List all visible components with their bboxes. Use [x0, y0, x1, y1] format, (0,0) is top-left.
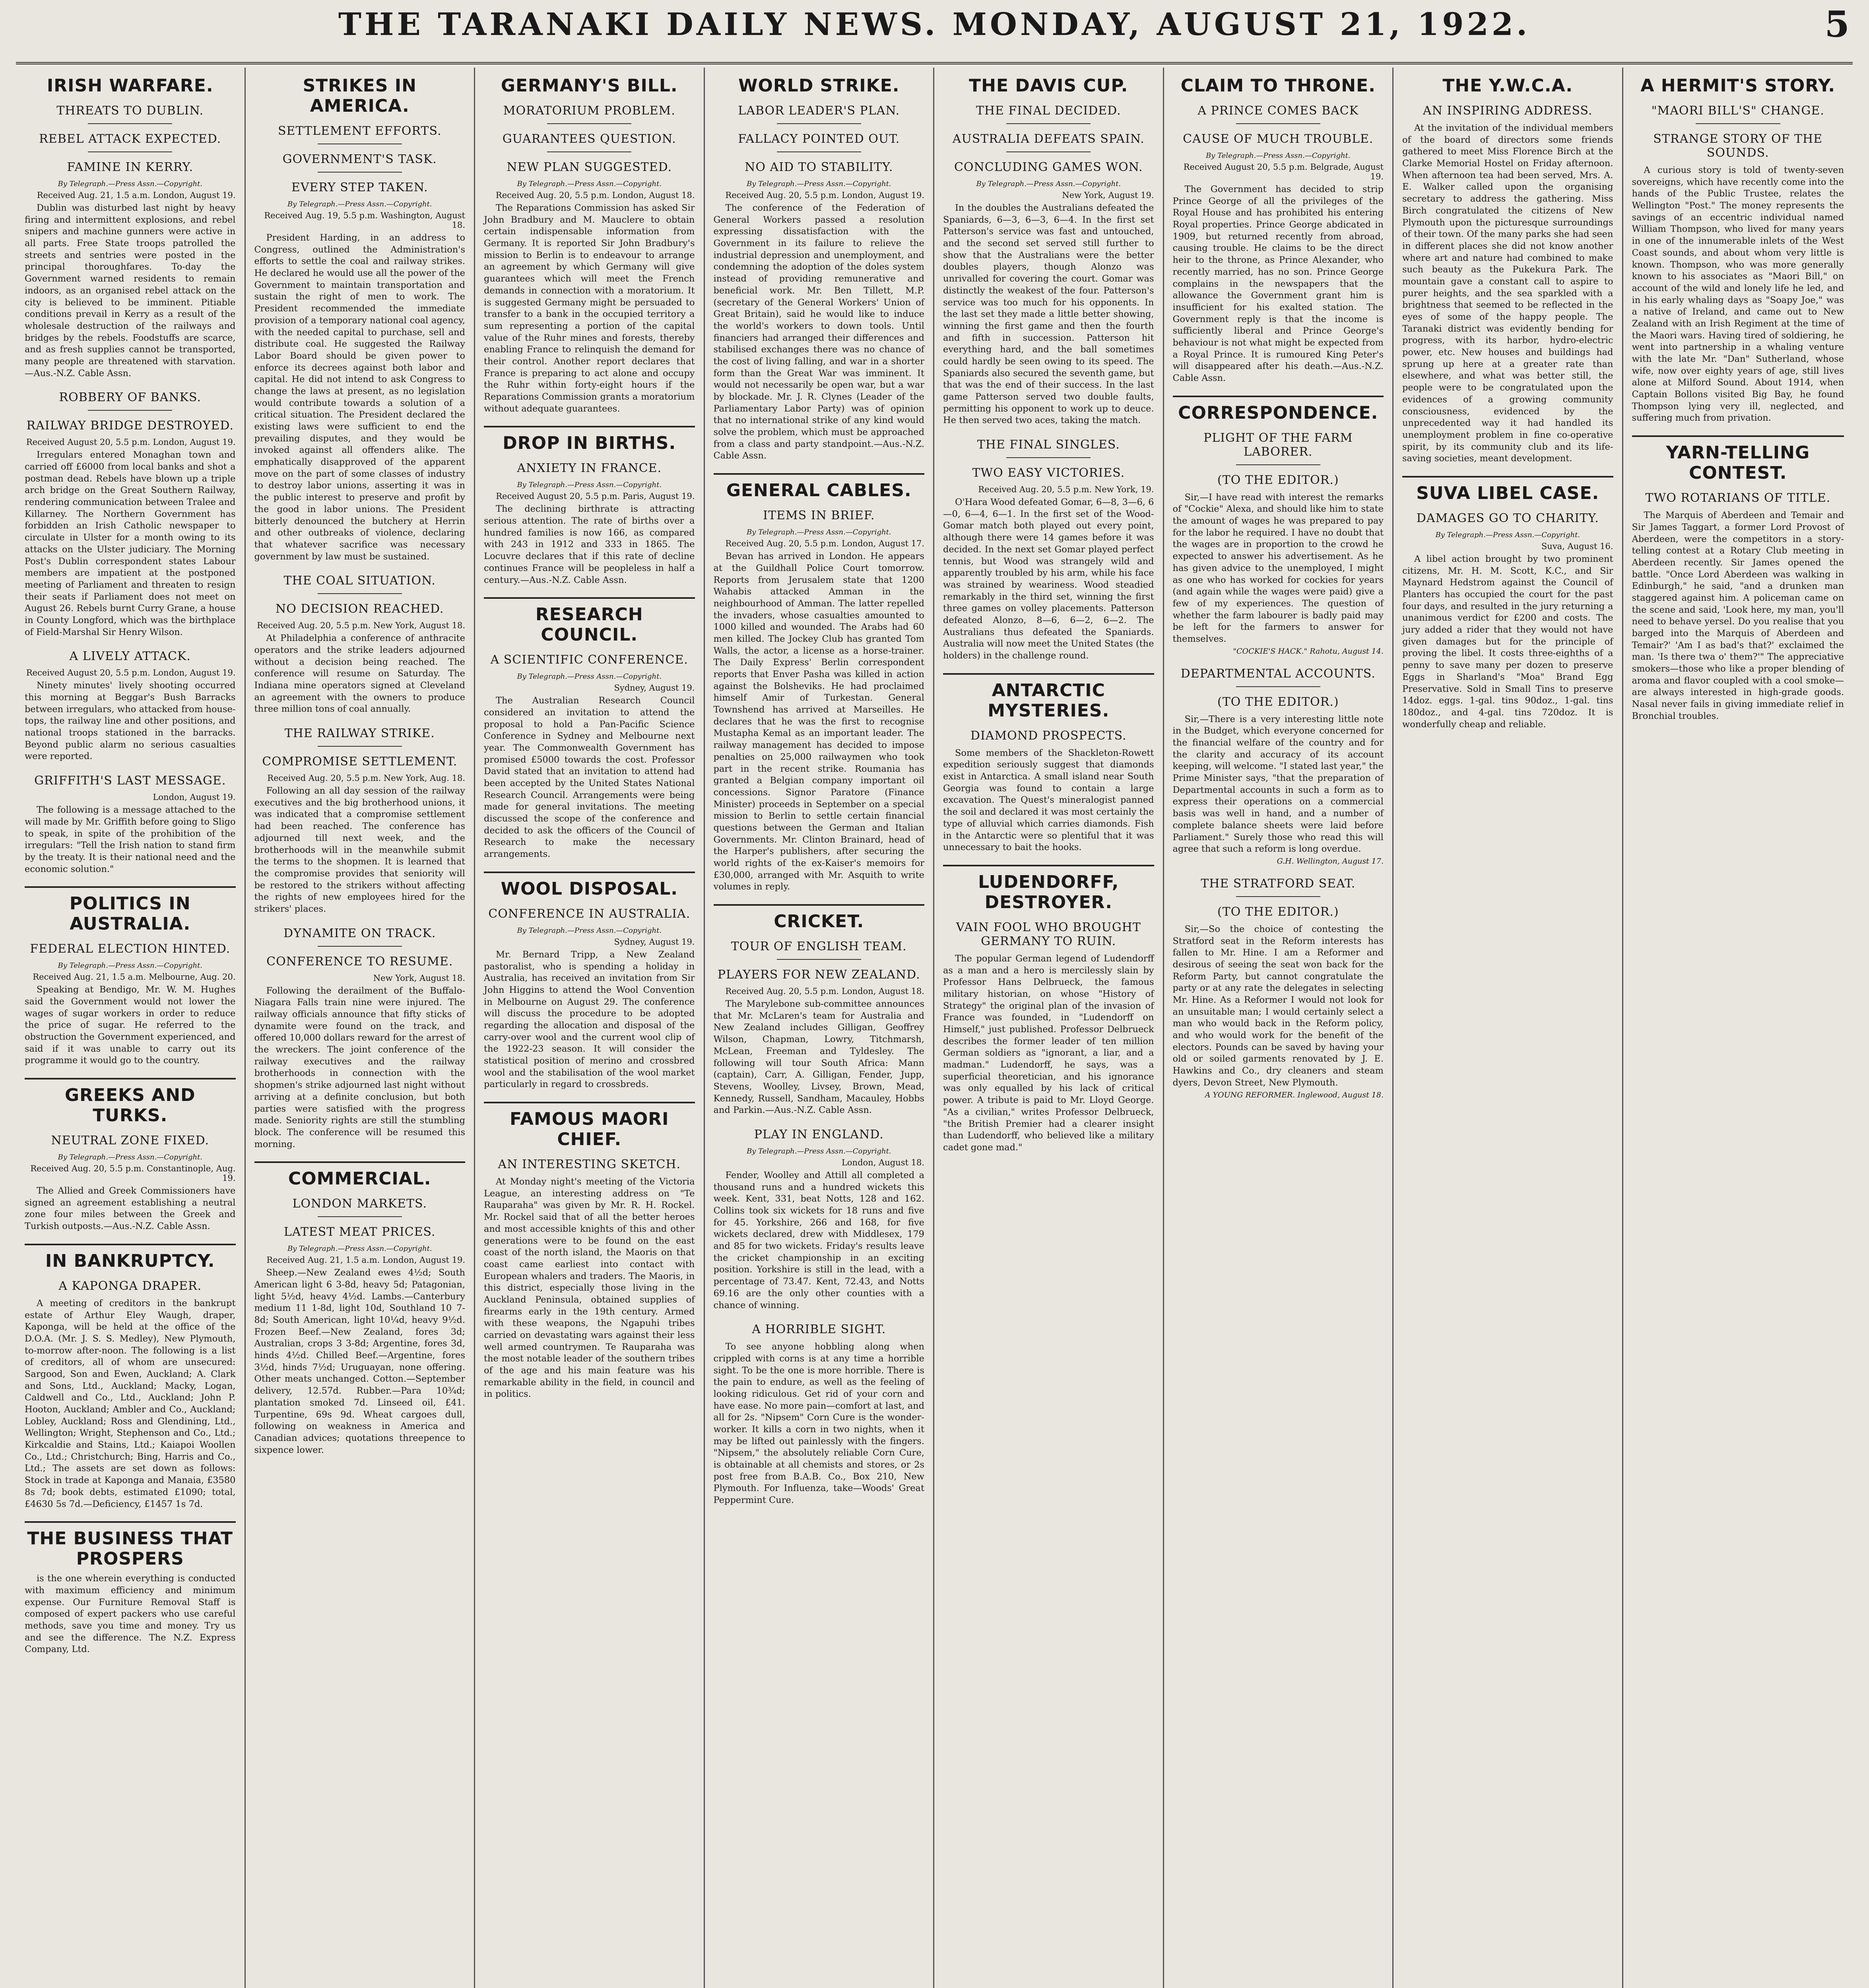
column-4 — [705, 68, 935, 1988]
divider — [318, 593, 402, 594]
dateline: Received August 20, 5.5 p.m. Paris, August 19. — [496, 491, 695, 501]
article — [25, 1244, 236, 1510]
article — [25, 886, 236, 1067]
divider — [777, 959, 861, 960]
article-headline: GERMANY'S BILL. — [501, 76, 678, 96]
article — [484, 426, 695, 586]
article-subheading: CONFERENCE TO RESUME. — [266, 954, 453, 969]
dateline: Sydney, August 19. — [614, 937, 695, 947]
article-body: Some members of the Shackleton-Rowett expedition seriously suggest that diamonds exist in Antarctica. A small island near South Georgia was found to contain a large excavation. The Quest's mineralogist panned the soil and declared it was most certainly the type of alluvial which carries diamonds. Fish in the Antarctic were so plentiful that it was unnecessary to bait the hooks. — [943, 747, 1154, 853]
article-subheading: FAMINE IN KERRY. — [67, 160, 194, 174]
article-body: Sir,—I have read with interest the remarks of "Cockie" Alexa, and should like him to state the amount of wages he was prepared to pay for the labor he required. I have no doubt that the wages are in proportion to the crowd he expected to answer his advertisement. As he has given advice to the unemployed, I might as one who has worked for cockies for years (and again while the wages were paid) give a few of my experiences. The question of whether the farm labourer is badly paid may be left for the farmers to answer for themselves. — [1172, 492, 1384, 644]
article-subheading: CAUSE OF MUCH TROUBLE. — [1183, 132, 1374, 146]
article-headline: RESEARCH COUNCIL. — [484, 597, 695, 645]
divider — [88, 151, 172, 152]
article-subheading: NEUTRAL ZONE FIXED. — [51, 1134, 210, 1148]
article-subheading: TOUR OF ENGLISH TEAM. — [731, 940, 907, 954]
article-headline: CRICKET. — [714, 904, 925, 932]
divider — [547, 123, 631, 124]
article — [484, 74, 695, 415]
masthead-title: THE TARANAKI DAILY NEWS. MONDAY, AUGUST 21, 1922. — [338, 6, 1531, 43]
article-subheading: AN INSPIRING ADDRESS. — [1423, 104, 1593, 118]
article-headline: GENERAL CABLES. — [714, 473, 925, 501]
dateline: Received Aug. 20, 5.5 p.m. London, August 17. — [725, 539, 924, 549]
article-subheading: FEDERAL ELECTION HINTED. — [30, 942, 231, 956]
divider — [318, 946, 402, 947]
article-subheading: DEPARTMENTAL ACCOUNTS. — [1180, 666, 1376, 681]
article — [943, 438, 1154, 662]
article-body: Sir,—There is a very interesting little note in the Budget, which everyone concerned for the financial welfare of the country and for the clarity and accuracy of its account keeping, will welcome. "I stated last year," the Prime Minister says, "that the preparation of Departmental accounts in such a form as to express their operations on a commercial basis was well in hand, and a number of complete balance sheets were laid before Parliament." Surely those who read this will agree that such a reform is long overdue. — [1172, 714, 1384, 854]
dateline: Received Aug. 20, 5.5 p.m. London, August 19. — [725, 190, 924, 200]
article-body: Bevan has arrived in London. He appears at the Guildhall Police Court tomorrow. Reports from Jerusalem state that 1200 Wahabis attacked Amman in the neighbourhood of Amman. The latter repelled the invaders, whose casualties amounted to 1000 killed and wounded. The Arabs had 60 men killed. The Jockey Club has granted Tom Walls, the actor, a license as a horse-trainer. The Daily Express' Berlin correspondent reports that Enver Pasha was killed in action against the Bolsheviks. He had proclaimed himself Amir of Turkestan. General Townshend has arrived at Marseilles. He declares that he was the first to recognise Mustapha Kemal as an important leader. The railway management has decided to impose penalties on 25,000 railwaymen who took part in the recent strike. Roumania has granted a Belgian company important oil concessions. Signor Paratore (Finance Minister) proceeds in September on a special mission to Berlin to settle certain financial questions between the German and Italian Governments. Mr. Clinton Brainard, head of the Harper's publishers, after securing the world rights of the ex-Kaiser's memoirs for £30,000, arranged with Mr. Asquith to write volumes in reply. — [713, 551, 924, 892]
article — [25, 1078, 236, 1233]
press-credit: By Telegraph.—Press Assn.—Copyright. — [746, 180, 891, 188]
signature: G.H. Wellington, August 17. — [1277, 856, 1384, 866]
article-headline: FAMOUS MAORI CHIEF. — [484, 1102, 695, 1149]
article-subheading: CONCLUDING GAMES WON. — [954, 160, 1143, 174]
divider — [318, 1216, 402, 1217]
article — [25, 390, 236, 638]
dateline: London, August 19. — [153, 792, 236, 802]
dateline: Received August 20, 5.5 p.m. Belgrade, August 19. — [1183, 162, 1384, 181]
column-1 — [16, 68, 246, 1988]
article — [1173, 74, 1384, 384]
page-number: 5 — [1824, 3, 1850, 45]
dateline: Received Aug. 21, 1.5 a.m. London, August 19. — [37, 190, 236, 200]
article-subheading: EVERY STEP TAKEN. — [291, 181, 428, 194]
article-headline: DROP IN BIRTHS. — [484, 426, 695, 453]
article-body: In the doubles the Australians defeated the Spaniards, 6—3, 6—3, 6—4. In the first set Patterson's service was fast and untouched, and the second set served still further to show that the Australians were the better doubles players, though Alonzo was unrivalled for covering the court. Gomar was distinctly the weakest of the four. Patterson's service was too much for his opponents. In the last set they made a little better showing, winning the first game and then the fourth and fifth in succession. Patterson hit everything hard, and the ball sometimes could hardly be seen owing to its speed. The Spaniards also secured the seventh game, but that was the end of their success. In the last game Patterson served two double faults, permitting his opponent to work up to deuce. He then served two aces, taking the match. — [943, 203, 1154, 426]
article-subheading: TWO ROTARIANS OF TITLE. — [1645, 491, 1831, 505]
press-credit: By Telegraph.—Press Assn.—Copyright. — [517, 672, 662, 681]
article-subheading: THE COAL SITUATION. — [283, 574, 436, 588]
article — [25, 649, 236, 763]
dateline: Received August 20, 5.5 p.m. London, August 19. — [26, 668, 236, 678]
article — [484, 1102, 695, 1400]
article-headline: LUDENDORFF, DESTROYER. — [943, 865, 1154, 912]
article — [943, 74, 1154, 427]
article-subheading: LABOR LEADER'S PLAN. — [738, 104, 900, 118]
article-subheading: DIAMOND PROSPECTS. — [970, 728, 1127, 743]
column-6 — [1164, 68, 1394, 1988]
divider — [1006, 457, 1091, 458]
divider — [777, 123, 861, 124]
article — [1402, 74, 1613, 465]
press-credit: By Telegraph.—Press Assn.—Copyright. — [58, 180, 203, 188]
article-subheading: NO AID TO STABILITY. — [745, 160, 893, 174]
article-subheading: (TO THE EDITOR.) — [1217, 473, 1339, 487]
divider — [1236, 464, 1320, 465]
article-body: The Allied and Greek Commissioners have signed an agreement establishing a neutral zone four miles between the Greek and Turkish outposts.—Aus.-N.Z. Cable Assn. — [25, 1186, 236, 1232]
dateline: Received August 20, 5.5 p.m. London, August 19. — [26, 437, 236, 447]
divider — [318, 172, 402, 173]
divider — [88, 410, 172, 411]
article — [254, 74, 466, 563]
article-subheading: ROBBERY OF BANKS. — [59, 390, 202, 405]
article — [714, 1322, 925, 1507]
signature: A YOUNG REFORMER. Inglewood, August 18. — [1205, 1090, 1384, 1099]
article-subheading: NO DECISION REACHED. — [275, 602, 444, 616]
article-headline: STRIKES IN AMERICA. — [303, 76, 417, 116]
article-headline: COMMERCIAL. — [254, 1161, 466, 1189]
article — [484, 872, 695, 1091]
article-headline: CLAIM TO THRONE. — [1180, 76, 1376, 96]
divider — [1006, 123, 1091, 124]
article-subheading: "MAORI BILL'S" CHANGE. — [1651, 104, 1824, 118]
press-credit: By Telegraph.—Press Assn.—Copyright. — [746, 1147, 891, 1155]
masthead — [16, 2, 1853, 64]
article — [25, 774, 236, 875]
article-subheading: ITEMS IN BRIEF. — [763, 509, 875, 523]
press-credit: By Telegraph.—Press Assn.—Copyright. — [58, 961, 203, 970]
article-subheading: RAILWAY BRIDGE DESTROYED. — [26, 419, 234, 433]
article-subheading: (TO THE EDITOR.) — [1217, 695, 1339, 709]
article-body: The Australian Research Council considered an invitation to attend the proposal to hold a Pan-Pacific Science Conference in Sydney and Melbourne next year. The Commonwealth Government has promised £5000 towards the cost. Professor David stated that an invitation to attend had been accepted by the United States National Research Council. Arrangements were being made for general invitations. The meeting discussed the scope of the conference and decided to ask the officers of the Council of Research to make the necessary arrangements. — [484, 695, 695, 860]
article-subheading: TWO EASY VICTORIES. — [972, 466, 1125, 480]
article-subheading: PLIGHT OF THE FARM LABORER. — [1203, 431, 1353, 459]
article — [1173, 877, 1384, 1099]
column-5 — [934, 68, 1164, 1988]
article-subheading: COMPROMISE SETTLEMENT. — [262, 755, 458, 769]
press-credit: By Telegraph.—Press Assn.—Copyright. — [287, 200, 432, 208]
article-body: The Government has decided to strip Prince George of all the privileges of the Royal House and has prohibited his entering Royal properties. Prince George abdicated in 1909, but returned recently from abroad, causing trouble. He claims to be the direct heir to the throne, as Prince Alexander, who recently married, has no son. Prince George complains in the newspapers that the allowance the Government grant him is insufficient for his exalted station. The Government reply is that the income is sufficiently liberal and Prince George's behaviour is not what might be expected from a Royal Prince. It is rumoured King Peter's will disappeared after his death.—Aus.-N.Z. Cable Assn. — [1172, 184, 1384, 383]
article-headline: WOOL DISPOSAL. — [484, 872, 695, 899]
dateline: New York, August 19. — [1062, 190, 1154, 200]
article-headline: WORLD STRIKE. — [738, 76, 900, 96]
dateline: Suva, August 16. — [1541, 541, 1613, 551]
article — [25, 1521, 236, 1656]
article-body: At Philadelphia a conference of anthracite operators and the strike leaders adjourned without a decision being reached. The conference will resume on Saturday. The Indiana mine operators signed at Cleveland an agreement with the owners to produce three million tons of coal annually. — [254, 633, 465, 714]
article-headline: SUVA LIBEL CASE. — [1402, 476, 1613, 503]
article-subheading: THE STRATFORD SEAT. — [1201, 876, 1356, 891]
press-credit: By Telegraph.—Press Assn.—Copyright. — [517, 926, 662, 935]
article — [1632, 74, 1844, 424]
article-subheading: REBEL ATTACK EXPECTED. — [39, 132, 221, 146]
article — [254, 1161, 466, 1456]
article-headline: THE Y.W.C.A. — [1442, 76, 1573, 96]
article-body: Following the derailment of the Buffalo-Niagara Falls train nine were injured. The railway officials announce that fifty sticks of dynamite were found on the track, and offered 10,000 dollars reward for the arrest of the wreckers. The joint conference of the railway executives and the railway brotherhoods in connection with the shopmen's strike adjourned last night without arriving at a definite conclusion, but both parties were satisfied with the progress made. Seniority rights are still the stumbling block. The conference will be resumed this morning. — [254, 985, 465, 1149]
article-body: At the invitation of the individual members of the board of directors some friends gathered to meet Miss Florence Birch at the Clarke Memorial Hostel on Friday afternoon. When afternoon tea had been served, Mrs. A. E. Walker called upon the organising secretary to address the gathering. Miss Birch congratulated the citizens of New Plymouth upon the picturesque surroundings of their town. Of the many parks she had seen in different places she did not know another where art and nature had combined to make such beauty as the Pukekura Park. The mountain gave a constant call to aspire to purer heights, and the sea sparkled with a brightness that seemed to be reflected in the eyes of some of the happy people. The Taranaki district was evidently bending for progress, with its harbor, hydro-electric power, etc. New houses and buildings had sprung up here at a greater rate than elsewhere, and what was better still, the people were to be congratulated upon the evidences of a growing community consciousness, evidenced by the unprecedented way it had handled its unemployment problem in fine co-operative spirit, by its community club and its life-saving societies, meant development. — [1402, 123, 1613, 464]
article-subheading: SETTLEMENT EFFORTS. — [278, 124, 442, 138]
article-body: A curious story is told of twenty-seven sovereigns, which have recently come into the hands of the Public Trustee, relates the Wellington "Post." The money represents the savings of an eccentric individual named William Thompson, who lived for many years in one of the innumerable inlets of the West Coast sounds, and about whom very little is known. Thompson, who was more generally known to his associates as "Maori Bill," on account of the wild and lonely life he led, and in his early whaling days as "Soapy Joe," was a native of Ireland, and came out to New Zealand with an Irish Regiment at the time of the Maori wars. Having tired of soldiering, he went into partnership in a whaling venture with the late Mr. "Dan" Sutherland, whose wife, now over eighty years of age, still lives alone at Milford Sound. About 1914, when Captain Bollons visited Big Bay, he found Thompson lying very ill, neglected, and suffering much from privation. — [1632, 165, 1844, 423]
columns — [16, 68, 1853, 1988]
article-body: The conference of the Federation of General Workers passed a resolution expressing dissatisfaction with the Government in its failure to relieve the industrial depression and unemployment, and condemning the adoption of the doles system instead of providing remunerative and beneficial work. Mr. Ben Tillett, M.P. (secretary of the General Workers' Union of Great Britain), said he would like to induce the world's workers to down tools. Until financiers had arranged their differences and stabilised exchanges there was no chance of the cost of living falling, and war in a shorter form than the Great War was imminent. It would not necessarily be open war, but a war by blockade. Mr. J. R. Clynes (Leader of the Parliamentary Labor Party) was of opinion that no international strike of any kind would solve the problem, which must be approached from a class and party standpoint.—Aus.-N.Z. Cable Assn. — [713, 203, 924, 461]
divider — [88, 123, 172, 124]
article-body: At Monday night's meeting of the Victoria League, an interesting address on "Te Rauparaha" was given by Mr. R. H. Rockel. Mr. Rockel said that of all the better heroes and most accessible knights of this and other generations were to be found on the east coast of the north island, the Maoris on that coast came earliest into contact with European whalers and traders. The Maoris, in this district, especially those living in the Auckland Peninsula, obtained supplies of firearms early in the 19th century. Armed with these weapons, the Ngapuhi tribes carried on devastating wars against their less well armed countrymen. Te Rauparaha was the most notable leader of the southern tribes of the age and his main feature was his remarkable ability in the field, in council and in politics. — [484, 1176, 695, 1400]
article-subheading: PLAY IN ENGLAND. — [754, 1127, 884, 1142]
press-credit: By Telegraph.—Press Assn.—Copyright. — [58, 1153, 203, 1162]
article-body: Mr. Bernard Tripp, a New Zealand pastoralist, who is spending a holiday in Australia, has received an invitation from Sir John Higgins to attend the Wool Convention in Melbourne on August 29. The conference will discuss the procedure to be adopted regarding the allocation and disposal of the carry-over wool and the current wool clip of the 1922-23 season. It will consider the statistical position of merino and crossbred wool and the stabilisation of the wool market particularly in regard to crossbreds. — [484, 949, 695, 1090]
dateline: New York, August 18. — [373, 973, 465, 983]
article-subheading: (TO THE EDITOR.) — [1217, 905, 1339, 919]
article — [714, 473, 925, 893]
article — [254, 726, 466, 915]
divider — [547, 151, 631, 152]
article-body: The Reparations Commission has asked Sir John Bradbury and M. Mauclere to obtain certain indispensable information from Germany. It is reported Sir John Bradbury's mission to Berlin is to endeavour to arrange an agreement by which Germany will give guarantees which will meet the French demands in connection with a moratorium. It is suggested Germany might be persuaded to transfer to a bank in the occupied territory a sum representing a portion of the capital value of the Ruhr mines and forests, thereby enabling France to relinquish the demand for their control. Another report declares that France is preparing to act alone and occupy the Ruhr within forty-eight hours if the Reparations Commission grants a moratorium without adequate guarantees. — [484, 203, 695, 414]
article-subheading: A PRINCE COMES BACK — [1197, 104, 1359, 118]
article-headline: GREEKS AND TURKS. — [25, 1078, 236, 1126]
press-credit: By Telegraph.—Press Assn.—Copyright. — [517, 180, 662, 188]
dateline: Received Aug. 20, 5.5 p.m. London, August 18. — [495, 190, 695, 200]
press-credit: By Telegraph.—Press Assn.—Copyright. — [746, 528, 891, 537]
article-subheading: THE FINAL SINGLES. — [977, 438, 1120, 452]
article-headline: POLITICS IN AUSTRALIA. — [25, 886, 236, 934]
article — [1173, 396, 1384, 656]
article-subheading: DYNAMITE ON TRACK. — [283, 926, 436, 940]
column-3 — [475, 68, 705, 1988]
divider — [777, 151, 861, 152]
dateline: Received Aug. 20, 5.5 p.m. New York, August 18. — [257, 621, 465, 631]
signature: "COCKIE'S HACK." Rahotu, August 14. — [1233, 646, 1384, 656]
article-headline: A HERMIT'S STORY. — [1640, 76, 1836, 96]
article-subheading: DAMAGES GO TO CHARITY. — [1416, 511, 1599, 525]
article — [1402, 476, 1613, 730]
column-7 — [1394, 68, 1623, 1988]
article-subheading: A KAPONGA DRAPER. — [58, 1279, 202, 1293]
dateline: Received Aug. 19, 5.5 p.m. Washington, August 18. — [264, 211, 465, 230]
article-headline: CORRESPONDENCE. — [1173, 396, 1384, 423]
article-subheading: LATEST MEAT PRICES. — [283, 1225, 436, 1239]
article-body: The Marylebone sub-committee announces that Mr. McLaren's team for Australia and New Zealand includes Gilligan, Geoffrey Wilson, Chapman, Lowry, Titchmarsh, McLean, Freeman and Tyldesley. The following will tour South Africa: Mann (captain), Carr, A. Gilligan, Fender, Jupp, Stevens, Woolley, Livsey, Brown, Mead, Kennedy, Russell, Sandham, Macauley, Hobbs and Parkin.—Aus.-N.Z. Cable Assn. — [713, 999, 924, 1116]
article-body: Dublin was disturbed last night by heavy firing and intermittent explosions, and rebel snipers and machine gunners were active in all parts. Free State troops patrolled the streets and sentries were posted in the principal thoroughfares. To-day the Government warned residents to remain indoors, as an organised rebel attack on the city is believed to be imminent. Pitiable conditions prevail in Kerry as a result of the wholesale destruction of the railways and bridges by the rebels. Foodstuffs are scarce, and as fresh supplies cannot be transported, many people are threatened with starvation.—Aus.-N.Z. Cable Assn. — [25, 203, 236, 379]
article-body: is the one wherein everything is conducted with maximum efficiency and minimum expense. Our Furniture Removal Staff is composed of expert packers who use careful methods, save you time and money. Try us and see the difference. The N.Z. Express Company, Ltd. — [25, 1573, 236, 1655]
article — [254, 574, 466, 715]
article-body: A libel action brought by two prominent citizens, Mr. H. M. Scott, K.C., and Sir Maynard Hedstrom against the Council of Planters has occupied the court for the past four days, and resulted in the jury returning a unanimous verdict for £200 and costs. The jury added a rider that they would not have given damages but for the principle of proving the libel. It costs three-eighths of a penny to save many per dozen to preserve Eggs in Sharland's "Moa" Brand Egg Preservative. Sold in Small Tins to preserve 14doz. eggs. 1-gal. tins 90doz., 1-gal. tins 180doz., and 4-gal. tins 720doz. It is wonderfully cheap and reliable. — [1402, 553, 1613, 730]
article — [714, 1128, 925, 1311]
article — [254, 926, 466, 1151]
article-body: Sir,—So the choice of contesting the Stratford seat in the Reform interests has fallen to Mr. Hine. I am a Reformer and desirous of seeing the seat won back for the Reform Party, but cannot congratulate the party or at any rate the delegates in selecting Mr. Hine. As a Reformer I would not look for an unsuitable man; I would certainly select a man who would back in the Reform policy, and who would work for the benefit of the electors. Pounds can be saved by having your old or soiled garments renovated by J. E. Hawkins and Co., dry cleaners and steam dyers, Devon Street, New Plymouth. — [1172, 924, 1384, 1088]
article-subheading: GUARANTEES QUESTION. — [502, 132, 676, 146]
divider — [318, 746, 402, 747]
press-credit: By Telegraph.—Press Assn.—Copyright. — [517, 481, 662, 489]
article-headline: IN BANKRUPTCY. — [25, 1244, 236, 1271]
press-credit: By Telegraph.—Press Assn.—Copyright. — [287, 1244, 432, 1253]
article-body: Sheep.—New Zealand ewes 4½d; South American light 6 3-8d, heavy 5d; Patagonian, light 5½d, heavy 4½d. Lambs.—Canterbury medium 11 1-8d, light 10d, Southland 10 7-8d; South American, light 10¼d, heavy 9½d. Frozen Beef.—New Zealand, fores 3d; Australian, crops 3 3-8d; Argentine, fores 3d, hinds 4½d. Chilled Beef.—Argentine, fores 3½d, hinds 7½d; Uruguayan, none offering. Other meats unchanged. Cotton.—September delivery, 12.57d. Rubber.—Para 10¾d; plantation smoked 7d. Linseed oil, £41. Turpentine, 69s 9d. Wheat cargoes dull, following on weakness in America and Canadian advices; quotations threepence to sixpence lower. — [254, 1268, 465, 1455]
article-subheading: AUSTRALIA DEFEATS SPAIN. — [952, 132, 1145, 146]
article-body: A meeting of creditors in the bankrupt estate of Arthur Eley Waugh, draper, Kaponga, will be held at the office of the D.O.A. (Mr. J. S. S. Medley), New Plymouth, to-morrow after-noon. The following is a list of creditors, all of whom are unsecured: Sargood, Son and Ewen, Auckland; A. Clark and Sons, Ltd., Auckland; Macky, Logan, Caldwell and Co., Ltd., Auckland; John P. Hooton, Auckland; Ambler and Co., Auckland; Lobley, Auckland; Ross and Glendining, Ltd., Wellington; Wright, Stephenson and Co., Ltd.; Kirkcaldie and Stains, Ltd.; Kaiapoi Woollen Co., Ltd.; Christchurch; Bing, Harris and Co., Ltd.; The assets are set down as follows: Stock in trade at Kaponga and Manaia, £3580 8s 7d; book debts, estimated £1090; total, £4630 5s 7d.—Deficiency, £1457 1s 7d. — [25, 1298, 236, 1509]
article-subheading: AN INTERESTING SKETCH. — [498, 1157, 681, 1172]
divider — [1006, 151, 1091, 152]
article-body: The declining birthrate is attracting serious attention. The rate of births over a hundred families is now 166, as compared with 243 in 1912 and 333 in 1865. The Locuvre declares that if this rate of decline continues France will be peopleless in half a century.—Aus.-N.Z. Cable Assn. — [484, 504, 695, 585]
article-body: Fender, Woolley and Attill all completed a thousand runs and a hundred wickets this week. Kent, 331, beat Notts, 128 and 162. Collins took six wickets for 18 runs and five for 45. Yorkshire, 266 and 168, for five wickets declared, drew with Middlesex, 179 and 85 for two wickets. Friday's results leave the cricket championship in an exciting position. Yorkshire is still in the lead, with a percentage of 73.47. Kent, 72.43, and Notts 69.16 are the only other counties with a chance of winning. — [713, 1170, 924, 1310]
article-subheading: A SCIENTIFIC CONFERENCE. — [490, 653, 688, 667]
column-8 — [1623, 68, 1853, 1988]
article-subheading: GRIFFITH'S LAST MESSAGE. — [34, 774, 226, 788]
article — [714, 904, 925, 1116]
article-subheading: CONFERENCE IN AUSTRALIA. — [488, 907, 691, 921]
press-credit: By Telegraph.—Press Assn.—Copyright. — [976, 180, 1121, 188]
article — [25, 74, 236, 379]
press-credit: By Telegraph.—Press Assn.—Copyright. — [1205, 151, 1351, 160]
dateline: Sydney, August 19. — [614, 683, 695, 693]
article-headline: THE DAVIS CUP. — [969, 76, 1128, 96]
article-subheading: A LIVELY ATTACK. — [69, 649, 191, 664]
dateline: Received Aug. 21, 1.5 a.m. Melbourne, Aug. 20. — [33, 972, 236, 982]
article-headline: IRISH WARFARE. — [47, 76, 213, 96]
article-subheading: ANXIETY IN FRANCE. — [517, 461, 662, 476]
article-subheading: THREATS TO DUBLIN. — [56, 104, 204, 118]
article-subheading: PLAYERS FOR NEW ZEALAND. — [717, 968, 920, 982]
article-body: The following is a message attached to the will made by Mr. Griffith before going to Sligo to speak, in spite of the prohibition of the irregulars: "Tell the Irish nation to stand firm by the treaty. It is their national need and the economic solution." — [25, 805, 236, 874]
article-subheading: THE RAILWAY STRIKE. — [284, 726, 435, 741]
dateline: Received Aug. 20, 5.5 p.m. London, August 18. — [725, 986, 924, 996]
press-credit: By Telegraph.—Press Assn.—Copyright. — [1435, 530, 1580, 539]
article-body: O'Hara Wood defeated Gomar, 6—8, 3—6, 6—0, 6—4, 6—1. In the first set of the Wood-Gomar match both played out every point, although there were 14 games before it was decided. In the next set Gomar played perfect tennis, but Wood was strangely wild and apparently troubled by his arm, while his face was strained by weariness. Wood steadied remarkably in the third set, winning the first three games on volley placements. Patterson defeated Alonzo, 8—6, 6—2, 6—2. The Australians thus defeated the Spaniards. Australia will now meet the United States (the holders) in the challenge round. — [943, 497, 1154, 661]
article-subheading: A HORRIBLE SIGHT. — [752, 1322, 886, 1337]
article-body: Following an all day session of the railway executives and the big brotherhood unions, it was indicated that a compromise settlement had been reached. The conference has adjourned till next week, and the brotherhoods will in the meanwhile submit the terms to the shopmen. It is learned that the compromise provides that seniority will be restored to the strikers without affecting the rights of new employees hired for the strikers' places. — [254, 786, 465, 914]
article — [943, 865, 1154, 1154]
article-subheading: THE FINAL DECIDED. — [976, 104, 1121, 118]
article-body: Ninety minutes' lively shooting occurred this morning at Beggar's Bush Barracks between irregulars, who attacked from house-tops, the railway line and other positions, and national troops stationed in the barracks. Beyond public alarm no serious casualties were reported. — [25, 680, 236, 762]
article-subheading: VAIN FOOL WHO BROUGHT GERMANY TO RUIN. — [956, 920, 1141, 948]
article-subheading: NEW PLAN SUGGESTED. — [507, 160, 672, 174]
article-body: The popular German legend of Ludendorff as a man and a hero is mercilessly slain by Professor Hans Delbrueck, the famous military historian, on whose "History of Strategy" the original plan of the invasion of France was founded, in "Ludendorff on Himself," just published. Professor Delbrueck describes the former leader of ten million German soldiers as "ignorant, a liar, and a madman." Ludendorff, he says, was a superficial theoretician, and his ignorance was only equalled by his lack of critical power. A tribute is paid to Mr. Lloyd George. "As a civilian," writes Professor Delbrueck, "the British Premier had a clearer insight than Ludendorff, who believed like a military cadet gone mad." — [943, 953, 1154, 1153]
article-headline: THE BUSINESS THAT PROSPERS — [25, 1521, 236, 1569]
dateline: Received Aug. 20, 5.5 p.m. New York, 19. — [978, 485, 1154, 495]
article-body: Speaking at Bendigo, Mr. W. M. Hughes said the Government would not lower the wages of sugar workers in order to reduce the price of sugar. He referred to the obstruction the Government experienced, and said if it was unable to carry out its programme it would go to the country. — [25, 984, 236, 1066]
divider — [1236, 896, 1320, 897]
article-subheading: MORATORIUM PROBLEM. — [503, 104, 675, 118]
article-body: Irregulars entered Monaghan town and carried off £6000 from local banks and shot a postman dead. Rebels have blown up a triple arch bridge on the Great Southern Railway, rendering communication between Tralee and Killarney. The Northern Government has forbidden an Irish Catholic newspaper to circulate in Ulster for a month owing to its attacks on the Ulster judiciary. The Morning Post's Dublin correspondent states Labour members are impatient at the postponed meeting of Parliament and threaten to resign their seats if Parliament does not meet on August 26. Rebels burnt Curry Grane, a house in County Longford, which was the birthplace of Field-Marshal Sir Henry Wilson. — [25, 450, 236, 637]
article-subheading: GOVERNMENT'S TASK. — [282, 152, 437, 166]
article — [1632, 435, 1844, 722]
dateline: London, August 18. — [841, 1157, 924, 1167]
article-body: The Marquis of Aberdeen and Temair and Sir James Taggart, a former Lord Provost of Aberdeen, were the competitors in a story-telling contest at a Rotary Club meeting in Aberdeen recently. Sir James opened the battle. "Once Lord Aberdeen was walking in Edinburgh," he said, "and a drunken man staggered against him. A policeman came on the scene and said, 'Look here, my man, you'll need to behave yersel. Do you realise that you barged into the Marquis of Aberdeen and Temair?' 'Am I as bad's that?' exclaimed the man. 'Is there twa o' them?'" The appreciative smokers—those who like a proper blending of aroma and flavor coupled with a cool smoke—are always interested in high-grade goods. Nasal never fails in giving immediate relief in Bronchial troubles. — [1632, 510, 1844, 721]
divider — [1696, 123, 1780, 124]
divider — [1236, 686, 1320, 687]
article — [943, 673, 1154, 854]
article — [1173, 667, 1384, 866]
dateline: Received Aug. 20, 5.5 p.m. New York, Aug. 18. — [267, 773, 465, 783]
dateline: Received Aug. 21, 1.5 a.m. London, August 19. — [266, 1255, 465, 1265]
dateline: Received Aug. 20, 5.5 p.m. Constantinople, Aug. 19. — [30, 1164, 236, 1183]
article-subheading: LONDON MARKETS. — [292, 1197, 427, 1211]
divider — [1236, 123, 1320, 124]
article-headline: ANTARCTIC MYSTERIES. — [943, 673, 1154, 721]
article-headline: YARN-TELLING CONTEST. — [1632, 435, 1844, 483]
article-subheading: STRANGE STORY OF THE SOUNDS. — [1653, 132, 1823, 160]
column-2 — [246, 68, 475, 1988]
article-body: To see anyone hobbling along when crippled with corns is at any time a horrible sight. To be the one is more horrible. There is the pain to endure, as well as the feeling of looking ridiculous. Get rid of your corn and have ease. No more pain—comfort at last, and all for 2s. "Nipsem" Corn Cure is the wonder-worker. It kills a corn in two nights, when it may be lifted out painlessly with the fingers. "Nipsem," the absolutely reliable Corn Cure, is obtainable at all chemists and stores, or 2s post free from B.A.B. Co., Box 210, New Plymouth. For Influenza, take—Woods' Great Peppermint Cure. — [713, 1342, 924, 1506]
article-subheading: FALLACY POINTED OUT. — [738, 132, 900, 146]
article — [484, 597, 695, 860]
article — [714, 74, 925, 462]
article-body: President Harding, in an address to Congress, outlined the Administration's efforts to settle the coal and railway strikes. He declared he would use all the power of the Government to maintain transportation and sustain the right of men to work. The President recommended the immediate provision of a temporary national coal agency, with the needed capital to purchase, sell and distribute coal. He suggested the Railway Labor Board should be given power to enforce its decrees against both labor and capital. He did not intend to ask Congress to change the laws at present, as no legislation would contribute towards a solution of a critical situation. The President declared the existing laws were sufficient to end the prevailing disputes, and they would be invoked against all offenders alike. The emphatically disapproved of the apparent move on the part of some classes of industry to destroy labor unions, asserting it was in the public interest to preserve and profit by the good in labor unions. The President bitterly denounced the butchery at Herrin and other outbreaks of violence, declaring that whatever sacrifice was necessary government by law must be sustained. — [254, 233, 465, 562]
